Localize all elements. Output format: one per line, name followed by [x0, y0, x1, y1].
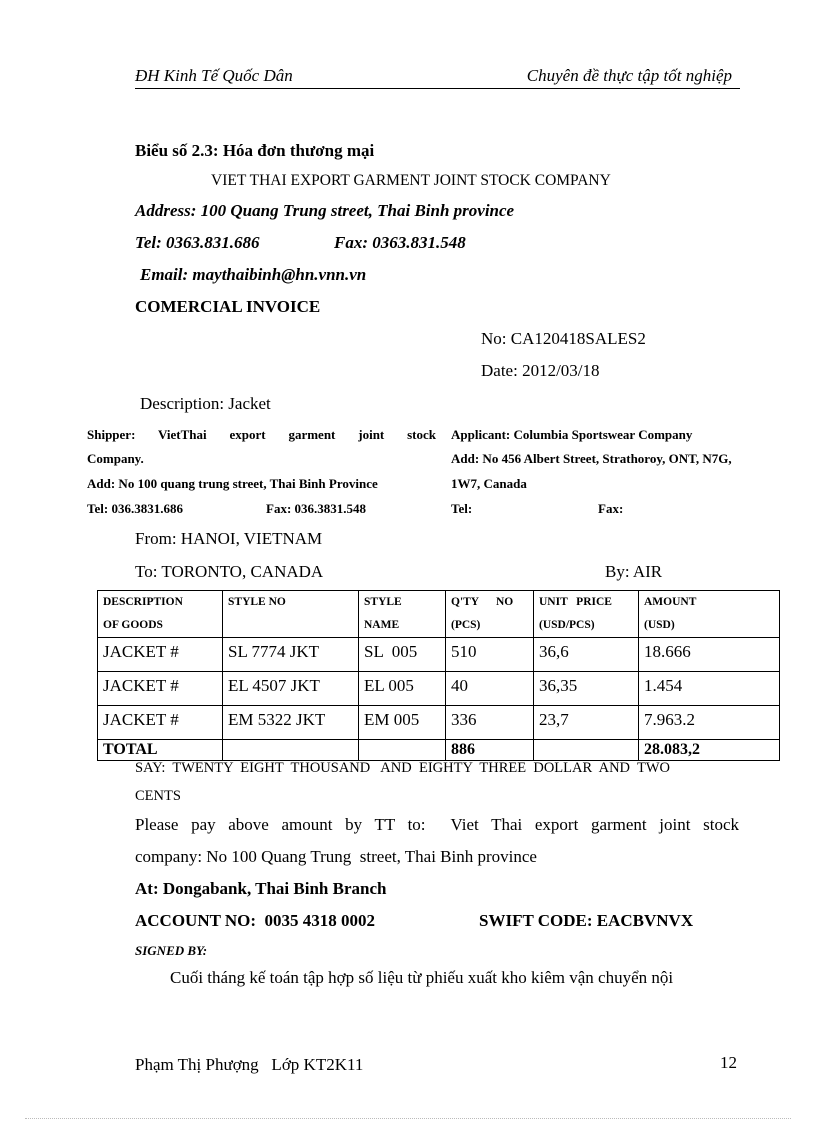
- company-email: Email: maythaibinh@hn.vnn.vn: [140, 265, 367, 284]
- shipper-fax: Fax: 036.3831.548: [266, 501, 367, 516]
- table-cell: 7.963.2: [639, 706, 780, 740]
- page-bottom-dotted-line: [25, 1118, 791, 1119]
- applicant-tel: Tel:: [451, 501, 473, 516]
- shipper-address: Add: No 100 quang trung street, Thai Binh Province: [87, 476, 378, 491]
- table-cell: 1.454: [639, 672, 780, 706]
- payment-line1: Please pay above amount by TT to: Viet Thai export garment joint stock: [135, 815, 739, 834]
- description: Description: Jacket: [140, 394, 271, 413]
- table-cell: JACKET #: [98, 672, 223, 706]
- document-title: COMERCIAL INVOICE: [135, 297, 321, 316]
- footer-author: Phạm Thị Phượng Lớp KT2K11: [135, 1055, 364, 1074]
- total-label: TOTAL: [98, 740, 223, 761]
- header-cell: UNIT PRICE (USD/PCS): [534, 591, 639, 638]
- table-cell: EM 005: [359, 706, 446, 740]
- table-cell: [223, 740, 359, 761]
- shipper-line2: Company.: [87, 451, 144, 466]
- company-fax: Fax: 0363.831.548: [334, 233, 466, 252]
- table-row: [98, 638, 780, 672]
- table-cell: EM 5322 JKT: [223, 706, 359, 740]
- table-cell: 23,7: [534, 706, 639, 740]
- table-cell: 36,35: [534, 672, 639, 706]
- table-cell: SL 005: [359, 638, 446, 672]
- header-cell: AMOUNT (USD): [639, 591, 780, 638]
- table-cell: 336: [446, 706, 534, 740]
- header-right: Chuyên đề thực tập tốt nghiệp: [526, 66, 732, 85]
- table-cell: 40: [446, 672, 534, 706]
- table-cell: [534, 740, 639, 761]
- amount-in-words-line2: CENTS: [135, 788, 181, 804]
- total-amount: 28.083,2: [639, 740, 780, 761]
- table-cell: JACKET #: [98, 706, 223, 740]
- header-cell: STYLE NAME: [359, 591, 446, 638]
- company-tel: Tel: 0363.831.686: [135, 233, 260, 252]
- invoice-table: [97, 590, 780, 761]
- table-caption: Biểu số 2.3: Hóa đơn thương mại: [135, 141, 375, 160]
- body-paragraph: Cuối tháng kế toán tập hợp số liệu từ phiếu xuất kho kiêm vận chuyển nội: [170, 968, 674, 987]
- applicant-name: Applicant: Columbia Sportswear Company: [451, 427, 693, 442]
- table-cell: JACKET #: [98, 638, 223, 672]
- table-row: [98, 706, 780, 740]
- invoice-date: Date: 2012/03/18: [481, 361, 600, 380]
- bank-info: At: Dongabank, Thai Binh Branch: [135, 879, 387, 898]
- route-from: From: HANOI, VIETNAM: [135, 529, 323, 548]
- page-number: 12: [720, 1053, 737, 1072]
- table-cell: SL 7774 JKT: [223, 638, 359, 672]
- table-total-row: [98, 740, 780, 761]
- total-quantity: 886: [446, 740, 534, 761]
- shipper-tel: Tel: 036.3831.686: [87, 501, 183, 516]
- table-cell: [359, 740, 446, 761]
- applicant-address-1: Add: No 456 Albert Street, Strathoroy, ONT, N7G,: [451, 451, 732, 466]
- header-left: ĐH Kinh Tế Quốc Dân: [135, 66, 293, 85]
- amount-in-words-line1: SAY: TWENTY EIGHT THOUSAND AND EIGHTY THREE DOLLAR AND TWO: [135, 760, 671, 776]
- table-cell: EL 4507 JKT: [223, 672, 359, 706]
- applicant-fax: Fax:: [598, 501, 624, 516]
- route-by: By: AIR: [605, 562, 663, 581]
- table-cell: EL 005: [359, 672, 446, 706]
- invoice-number: No: CA120418SALES2: [481, 329, 646, 348]
- table-cell: 18.666: [639, 638, 780, 672]
- table-row: [98, 672, 780, 706]
- company-name: VIET THAI EXPORT GARMENT JOINT STOCK COMPANY: [211, 172, 611, 189]
- signed-by: SIGNED BY:: [135, 943, 208, 958]
- header-cell: DESCRIPTION OF GOODS: [98, 591, 223, 638]
- shipper-line1: Shipper: VietThai export garment joint stock: [87, 427, 436, 442]
- table-cell: 510: [446, 638, 534, 672]
- table-header-row: [98, 591, 780, 638]
- account-number: ACCOUNT NO: 0035 4318 0002: [135, 911, 376, 930]
- header-cell: Q'TY NO (PCS): [446, 591, 534, 638]
- table-cell: 36,6: [534, 638, 639, 672]
- company-address: Address: 100 Quang Trung street, Thai Binh province: [135, 201, 515, 220]
- header-cell: STYLE NO: [223, 591, 359, 638]
- swift-code: SWIFT CODE: EACBVNVX: [479, 911, 694, 930]
- route-to: To: TORONTO, CANADA: [135, 562, 324, 581]
- header-rule: [135, 88, 740, 89]
- payment-line2: company: No 100 Quang Trung street, Thai Binh province: [135, 847, 537, 866]
- applicant-address-2: 1W7, Canada: [451, 476, 527, 491]
